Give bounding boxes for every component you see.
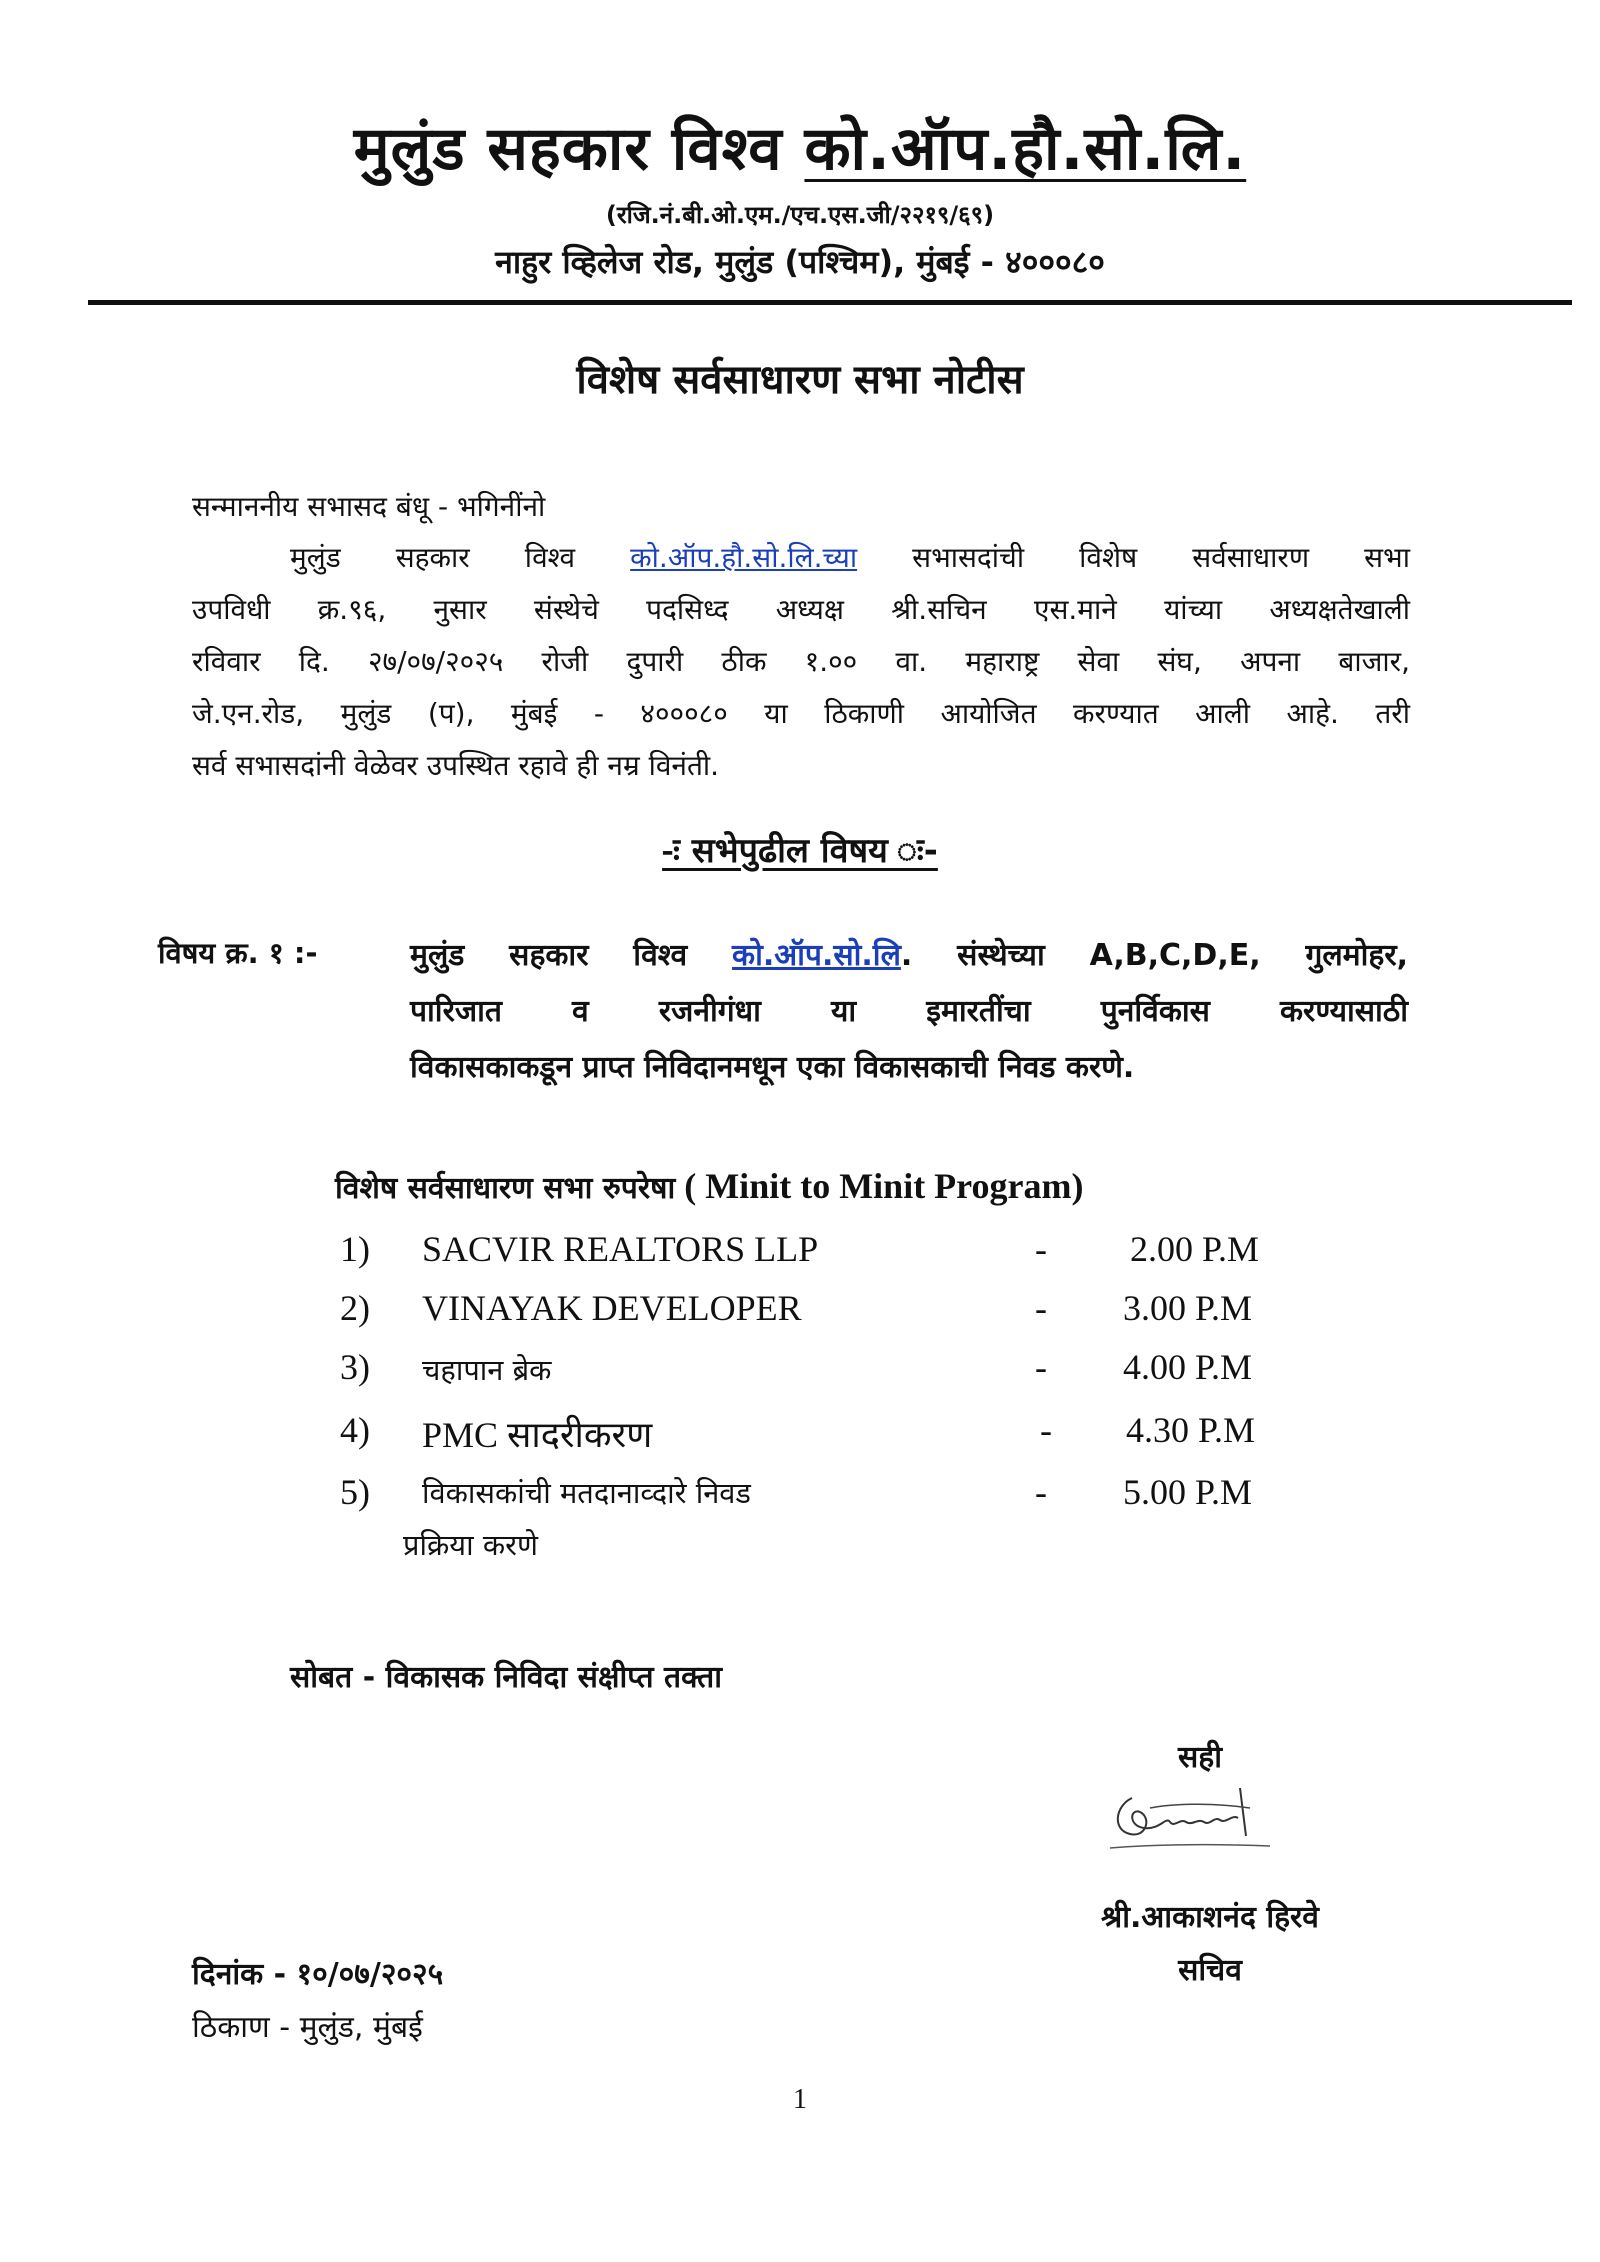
item-label: VINAYAK DEVELOPER [422,1288,802,1328]
program-title-english: ( Minit to Minit Program) [675,1166,1084,1206]
item-dash: - [1035,1229,1047,1269]
item-label: चहापान ब्रेक [422,1353,552,1387]
item-number: 5) [340,1472,370,1512]
subject-text-part: मुलुंड सहकार विश्व [410,938,733,973]
program-item [340,1467,1340,1567]
notice-place: ठिकाण - मुलुंड, मुंबई [192,2010,423,2045]
program-title [335,1165,1083,1207]
notice-date: दिनांक - १०/०७/२०२५ [192,1957,444,1992]
society-link[interactable]: को.ऑप.सो.लि [732,938,901,973]
item-dash: - [1035,1472,1047,1512]
paragraph-line-2: उपविधी क्र.९६, नुसार संस्थेचे पदसिध्द अध्यक्ष श्री.सचिन एस.माने यांच्या अध्यक्षतेखाली [192,593,1410,626]
registration-number: (रजि.नं.बी.ओ.एम./एच.एस.जी/२२१९/६९) [605,201,995,229]
signer-name: श्री.आकाशनंद हिरवे [1101,1900,1319,1935]
society-address: नाहुर व्हिलेज रोड, मुलुंड (पश्चिम), मुंबई - ४०००८० [495,243,1105,281]
item-number: 1) [340,1229,370,1269]
program-title-marathi: विशेष सर्वसाधारण सभा रुपरेषा [335,1171,676,1206]
subject-line-1 [410,928,1408,984]
paragraph-line-5: सर्व सभासदांनी वेळेवर उपस्थित रहावे ही नम्र विनंती. [192,749,720,782]
item-number: 4) [340,1410,370,1450]
item-number: 3) [340,1347,370,1387]
paragraph-line-3: रविवार दि. २७/०७/२०२५ रोजी दुपारी ठीक १.०० वा. महाराष्ट्र सेवा संघ, अपना बाजार, [192,645,1410,678]
subject-label: विषय क्र. १ :- [158,936,318,970]
agenda-title: -ः सभेपुढील विषय ः- [662,831,938,871]
page-number: 1 [793,2084,807,2115]
item-time: 2.00 P.M [1130,1229,1260,1269]
item-time: 3.00 P.M [1123,1288,1253,1328]
society-link[interactable]: को.ऑप.हौ.सो.लि.च्या [630,541,858,574]
paragraph-line-4: जे.एन.रोड, मुलुंड (प), मुंबई - ४०००८० या ठिकाणी आयोजित करण्यात आली आहे. तरी [192,697,1410,730]
subject-text-part: . संस्थेच्या A,B,C,D,E, गुलमोहर, [900,938,1408,973]
program-item [340,1346,1340,1405]
society-name [0,105,1600,187]
item-time: 5.00 P.M [1123,1472,1253,1512]
subject-text [410,928,1408,1096]
salutation: सन्माननीय सभासद बंधू - भगिनींनो [192,490,546,523]
header-divider [88,300,1572,305]
signer-designation: सचिव [1178,1953,1242,1988]
item-label: PMC सादरीकरण [422,1415,653,1455]
signature-image [1100,1778,1290,1858]
item-number: 2) [340,1288,370,1328]
program-list [340,1228,1340,1567]
item-time: 4.00 P.M [1123,1347,1253,1387]
item-dash: - [1035,1347,1047,1387]
notice-paragraph [192,532,1410,792]
item-time: 4.30 P.M [1126,1410,1256,1450]
paragraph-text: मुलुंड सहकार विश्व [290,541,631,574]
notice-title: विशेष सर्वसाधारण सभा नोटीस [576,357,1024,403]
item-dash: - [1040,1410,1052,1450]
program-item [340,1287,1340,1346]
subject-line-3: विकासकाकडून प्राप्त निविदानमधून एका विकासकाची निवड करणे. [410,1050,1135,1085]
paragraph-line-1 [192,532,1410,584]
signature-label: सही [1178,1740,1222,1775]
program-item [340,1405,1340,1467]
item-label: SACVIR REALTORS LLP [422,1229,819,1269]
society-name-suffix: को.ऑप.हौ.सो.लि. [804,114,1247,184]
society-name-main: मुलुंड सहकार विश्व [353,114,805,184]
paragraph-text: सभासदांची विशेष सर्वसाधारण सभा [857,541,1410,574]
item-dash: - [1035,1288,1047,1328]
subject-line-2: पारिजात व रजनीगंधा या इमारतींचा पुनर्विकास करण्यासाठी [410,994,1408,1029]
item-label: विकासकांची मतदानाव्दारे निवड [422,1476,751,1510]
item-label-continued: प्रक्रिया करणे [403,1528,538,1562]
program-item [340,1228,1340,1287]
enclosure-note: सोबत - विकासक निविदा संक्षीप्त तक्ता [290,1660,723,1695]
